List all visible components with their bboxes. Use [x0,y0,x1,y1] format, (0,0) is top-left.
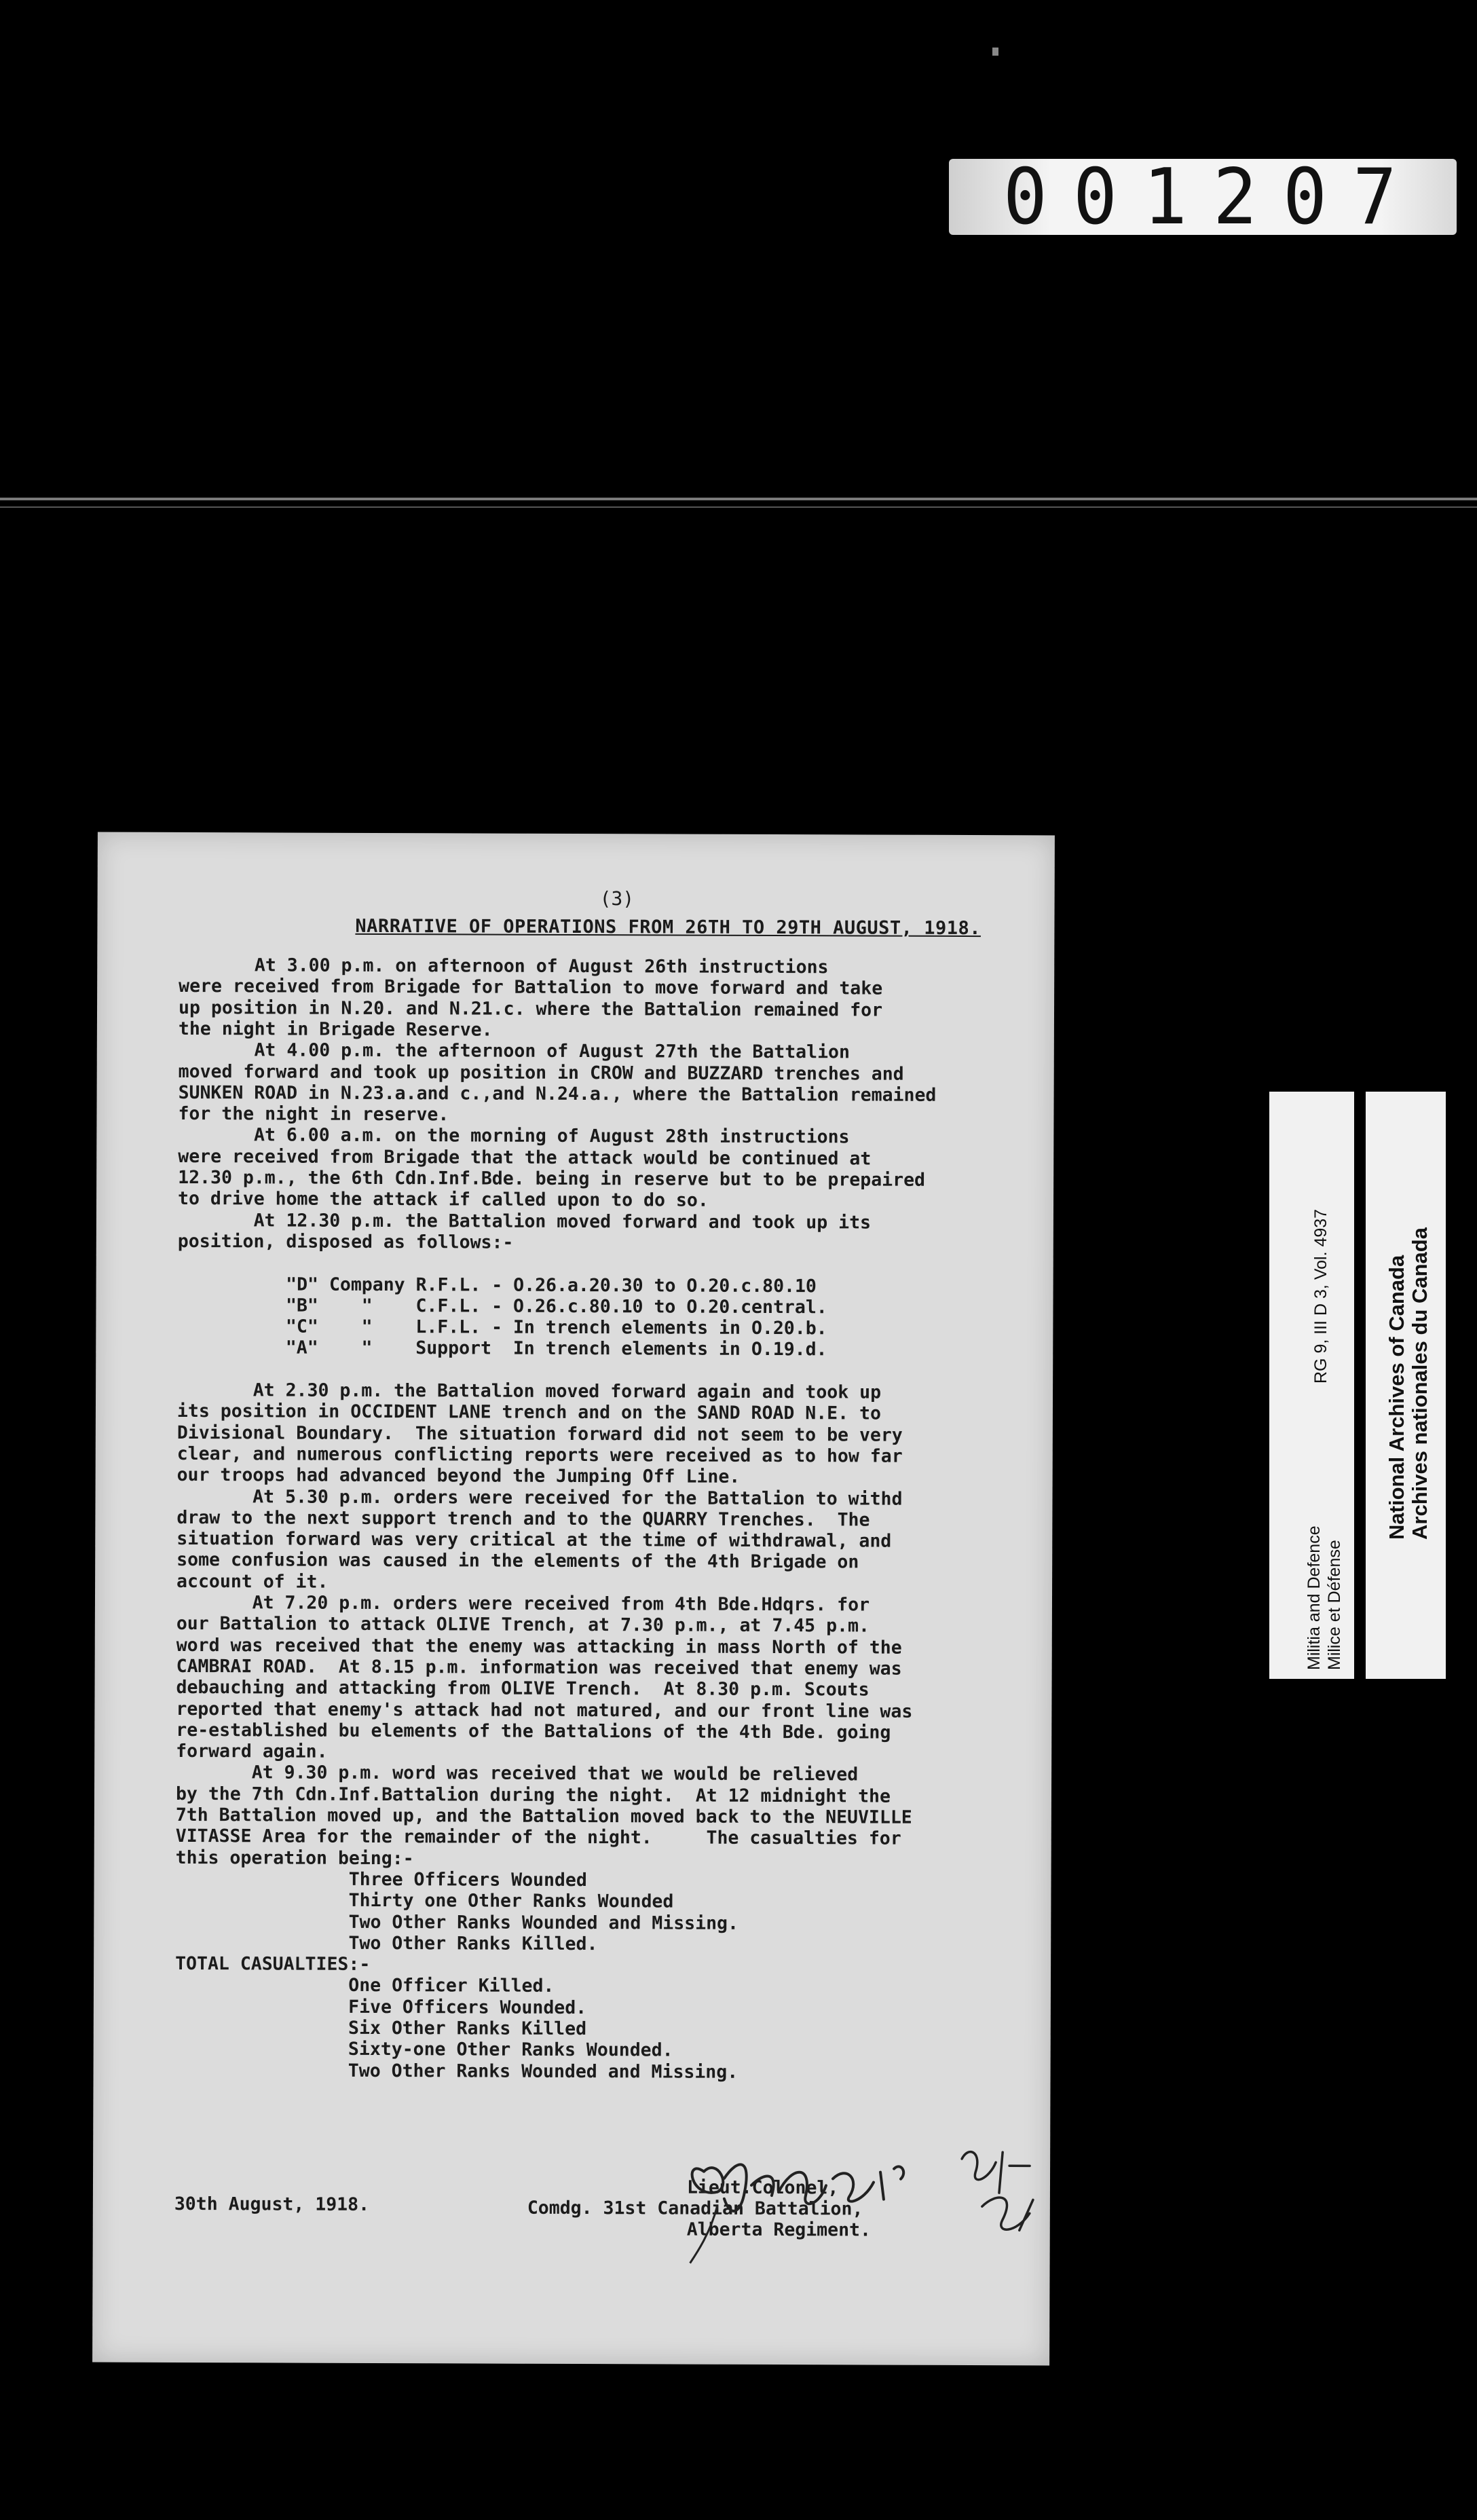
document-body [174,887,1062,2241]
text-line: At 6.00 a.m. on the morning of August 28th instructions [178,1124,850,1148]
text-line: At 2.30 p.m. the Battalion moved forward again and took up [177,1379,882,1403]
text-line: Six Other Ranks Killed [174,2016,587,2040]
text-line: clear, and numerous conflicting reports were received as to how far [176,1443,903,1467]
text-line: Sixty-one Other Ranks Wounded. [174,2038,673,2061]
frame-number-text: 001207 [1003,152,1423,242]
text-line: this operation being:- [175,1847,414,1869]
text-line: At 3.00 p.m. on afternoon of August 26th instructions [179,954,829,978]
text-line: forward again. [176,1741,328,1762]
text-line: account of it. [176,1570,329,1593]
text-line: by the 7th Cdn.Inf.Battalion during the night. At 12 midnight the [175,1783,891,1807]
text-line: SUNKEN ROAD in N.23.a.and c.,and N.24.a., where the Battalion remained [178,1081,937,1106]
institution-label-card [1366,1092,1446,1679]
text-line: draw to the next support trench and to the QUARRY Trenches. The [176,1506,870,1531]
film-divider-top [0,498,1477,500]
text-line: TOTAL CASUALTIES:- [175,1953,371,1976]
text-line: CAMBRAI ROAD. At 8.15 p.m. information was received that enemy was [176,1655,902,1680]
text-line: At 5.30 p.m. orders were received for the Battalion to withd [176,1485,903,1510]
text-line: were received from Brigade that the attack would be continued at [178,1145,872,1170]
text-line: word was received that the enemy was attacking in mass North of the [176,1634,902,1659]
page-number: (3) [599,887,635,910]
text-line: the night in Brigade Reserve. [178,1018,493,1041]
text-line: 7th Battalion moved up, and the Battalion moved back to the NEUVILLE [175,1804,912,1828]
text-line: "B" " C.F.L. - O.26.c.80.10 to O.20.central. [177,1294,827,1318]
text-line: for the night in reserve. [178,1103,449,1126]
handwritten-signature [677,2131,1058,2268]
frame-number-label [949,152,1457,242]
text-line: At 4.00 p.m. the afternoon of August 27th the Battalion [178,1039,850,1063]
signatory-unit: Comdg. 31st Canadian Battalion, [527,2197,863,2220]
text-line: up position in N.20. and N.21.c. where the Battalion remained for [178,997,883,1021]
text-line: moved forward and took up position in CROW and BUZZARD trenches and [178,1060,904,1085]
text-line: its position in OCCIDENT LANE trench and on the SAND ROAD N.E. to [176,1401,882,1424]
text-line: 12.30 p.m., the 6th Cdn.Inf.Bde. being in reserve but to be prepaired [178,1166,926,1191]
text-line: "A" " Support In trench elements in O.19.d. [177,1337,827,1360]
archive-reference: RG 9, III D 3, Vol. 4937 [1311,1208,1330,1384]
film-divider-bottom [0,506,1477,508]
text-line: some confusion was caused in the elements of the 4th Brigade on [176,1549,859,1573]
text-line: Two Other Ranks Killed. [175,1931,598,1954]
text-line: One Officer Killed. [174,1974,555,1997]
text-line: situation forward was very critical at the time of withdrawal, and [176,1528,892,1552]
text-line: At 7.20 p.m. orders were received from 4th Bde.Hdqrs. for [176,1591,870,1616]
text-line: VITASSE Area for the remainder of the night. The casualties for [175,1826,901,1849]
signatory-rank: Lieut.Colonel, [686,2176,839,2199]
text-line: re-established bu elements of the Battalions of the 4th Bde. going [176,1719,891,1743]
text-line: our troops had advanced beyond the Jumping Off Line. [176,1464,741,1488]
text-line: Two Other Ranks Wounded and Missing. [175,1910,739,1934]
series-english: Militia and Defence [1305,1525,1324,1670]
text-line: reported that enemy's attack had not matured, and our front line was [176,1698,913,1722]
text-line: Two Other Ranks Wounded and Missing. [174,2059,738,2083]
text-line: At 9.30 p.m. word was received that we would be relieved [176,1762,859,1785]
text-line: were received from Brigade for Battalion to move forward and take [179,976,883,999]
series-label-card [1269,1092,1354,1679]
signatory-regiment: Alberta Regiment. [686,2219,872,2241]
document-date: 30th August, 1918. [174,2193,370,2215]
text-line: Divisional Boundary. The situation forward did not seem to be very [176,1422,903,1446]
film-mark [992,48,998,56]
institution-french: Archives nationales du Canada [1408,1227,1432,1540]
text-line: At 12.30 p.m. the Battalion moved forward and took up its [177,1209,872,1234]
text-line: "D" Company R.F.L. - O.26.a.20.30 to O.20.c.80.10 [177,1273,817,1297]
document-title: NARRATIVE OF OPERATIONS FROM 26TH TO 29TH AUGUST, 1918. [355,915,981,940]
institution-english: National Archives of Canada [1385,1255,1408,1540]
document-page [92,832,1055,2366]
text-line: debauching and attacking from OLIVE Trench. At 8.30 p.m. Scouts [176,1677,870,1701]
text-line: to drive home the attack if called upon to do so. [177,1188,709,1211]
text-line: our Battalion to attack OLIVE Trench, at 7.30 p.m., at 7.45 p.m. [176,1613,870,1637]
text-line: Three Officers Wounded [175,1868,587,1891]
text-line: "C" " L.F.L. - In trench elements in O.20.b. [177,1316,827,1339]
text-line: Thirty one Other Ranks Wounded [175,1889,674,1912]
text-line: position, disposed as follows:- [177,1230,514,1253]
series-french: Milice et Défense [1325,1540,1344,1670]
text-line: Five Officers Wounded. [174,1995,587,2018]
